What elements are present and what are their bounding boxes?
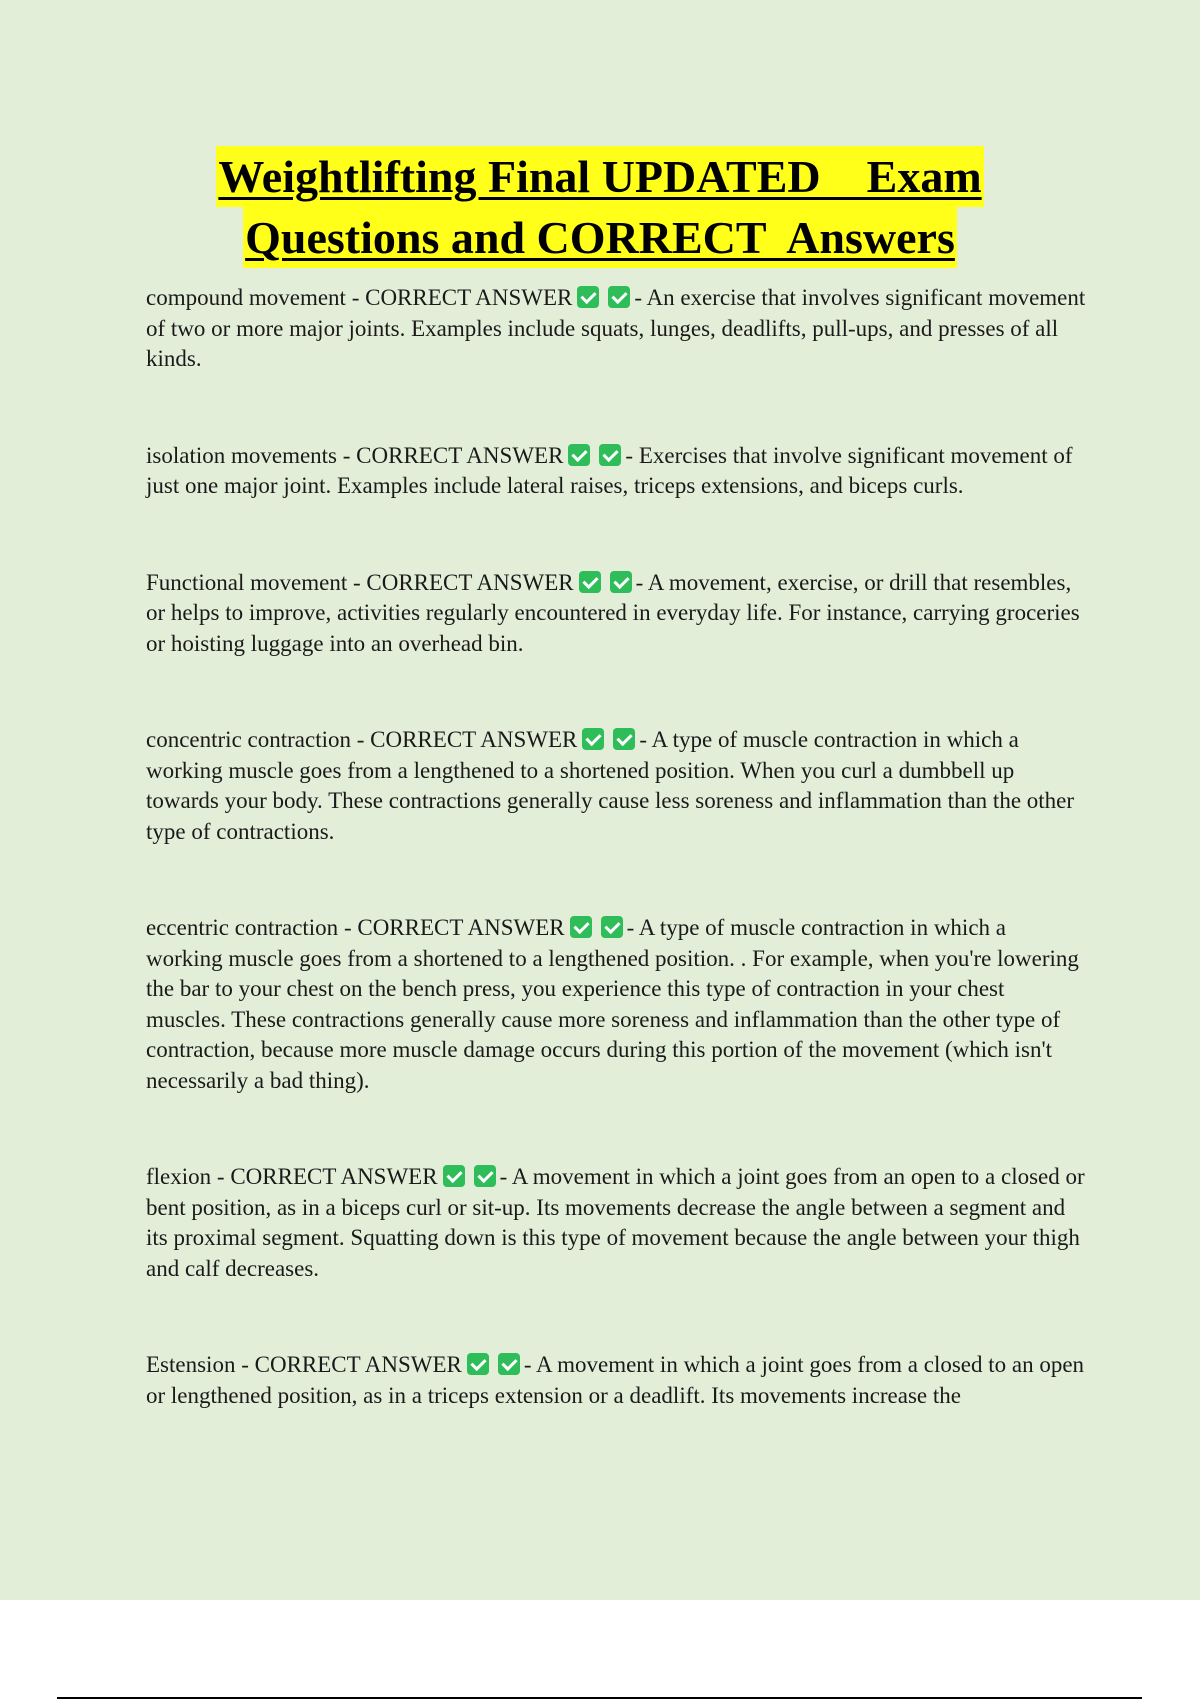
entry-term: Functional movement — [146, 569, 348, 595]
entry-definition: - A type of muscle contraction in which a working muscle goes from a shortened to a lengthened position. . For example, when you're lowering the bar to your chest on the bench press, you experience this type of contraction in your chest muscles. These contractions generally cause more soreness and inflammation than the other type of contraction, because more muscle damage occurs during this portion of the movement (which isn't necessarily a bad thing). — [146, 915, 1079, 1093]
correct-answer-marker: - CORRECT ANSWER — [337, 442, 564, 468]
qa-entry — [146, 283, 1086, 375]
title-line-2: Questions and CORRECT Answers — [243, 207, 957, 268]
checkmark-icon — [601, 916, 623, 938]
correct-answer-marker: - CORRECT ANSWER — [338, 915, 565, 940]
page-title — [0, 146, 1200, 268]
checkmark-icon — [610, 571, 632, 593]
correct-answer-marker: - CORRECT ANSWER — [235, 1352, 462, 1377]
checkmark-icon — [599, 444, 621, 466]
checkmark-icon — [443, 1165, 465, 1187]
entry-definition: - An exercise that involves significant movement of two or more major joints. Examples include squats, lunges, deadlifts, pull-ups, and presses of all kinds. — [146, 285, 1086, 371]
entry-term: eccentric contraction — [146, 915, 339, 940]
entry-definition: - Exercises that involve significant movement of just one major joint. Examples include lateral raises, triceps extensions, and biceps curls. — [146, 442, 1073, 498]
correct-answer-marker: - CORRECT ANSWER — [350, 727, 578, 752]
checkmark-icon — [474, 1165, 496, 1187]
entry-definition: - A movement, exercise, or drill that resembles, or helps to improve, activities regularly encountered in everyday life. For instance, carrying groceries or hoisting luggage into an overhead bin. — [146, 569, 1080, 656]
footer-divider — [57, 1697, 1142, 1699]
title-line-1: Weightlifting Final UPDATED Exam — [216, 146, 983, 207]
entry-definition: - A movement in which a joint goes from an open to a closed or bent position, as in a biceps curl or sit-up. Its movements decrease the angle between a segment and its proximal segment. Squatting down is this type of movement because the angle between your thigh and calf decreases. — [146, 1164, 1085, 1281]
entry-term: isolation movements — [146, 442, 338, 468]
correct-answer-marker: - CORRECT ANSWER — [345, 285, 573, 310]
entry-definition: - A type of muscle contraction in which a working muscle goes from a lengthened to a shortened position. When you curl a dumbbell up towards your body. These contractions generally cause less soreness and inflammation than the other type of contractions. — [146, 727, 1075, 844]
entry-term: flexion — [146, 1164, 212, 1189]
correct-answer-marker: - CORRECT ANSWER — [211, 1164, 438, 1189]
entry-term: compound movement — [146, 285, 346, 310]
checkmark-icon — [577, 286, 599, 308]
qa-list — [146, 283, 1086, 1411]
qa-entry — [146, 1350, 1086, 1411]
qa-entry — [146, 568, 1086, 660]
checkmark-icon — [467, 1353, 489, 1375]
checkmark-icon — [579, 571, 601, 593]
qa-entry — [146, 913, 1086, 1096]
checkmark-icon — [582, 728, 604, 750]
checkmark-icon — [613, 728, 635, 750]
qa-entry — [146, 441, 1086, 502]
correct-answer-marker: - CORRECT ANSWER — [347, 569, 574, 595]
checkmark-icon — [568, 444, 590, 466]
entry-term: concentric contraction — [146, 727, 351, 752]
entry-definition: - A movement in which a joint goes from a closed to an open or lengthened position, as in a triceps extension or a deadlift. Its movements increase the — [146, 1352, 1085, 1408]
checkmark-icon — [498, 1353, 520, 1375]
checkmark-icon — [570, 916, 592, 938]
entry-term: Estension — [146, 1352, 236, 1377]
qa-entry — [146, 725, 1086, 847]
qa-entry — [146, 1162, 1086, 1284]
checkmark-icon — [608, 286, 630, 308]
